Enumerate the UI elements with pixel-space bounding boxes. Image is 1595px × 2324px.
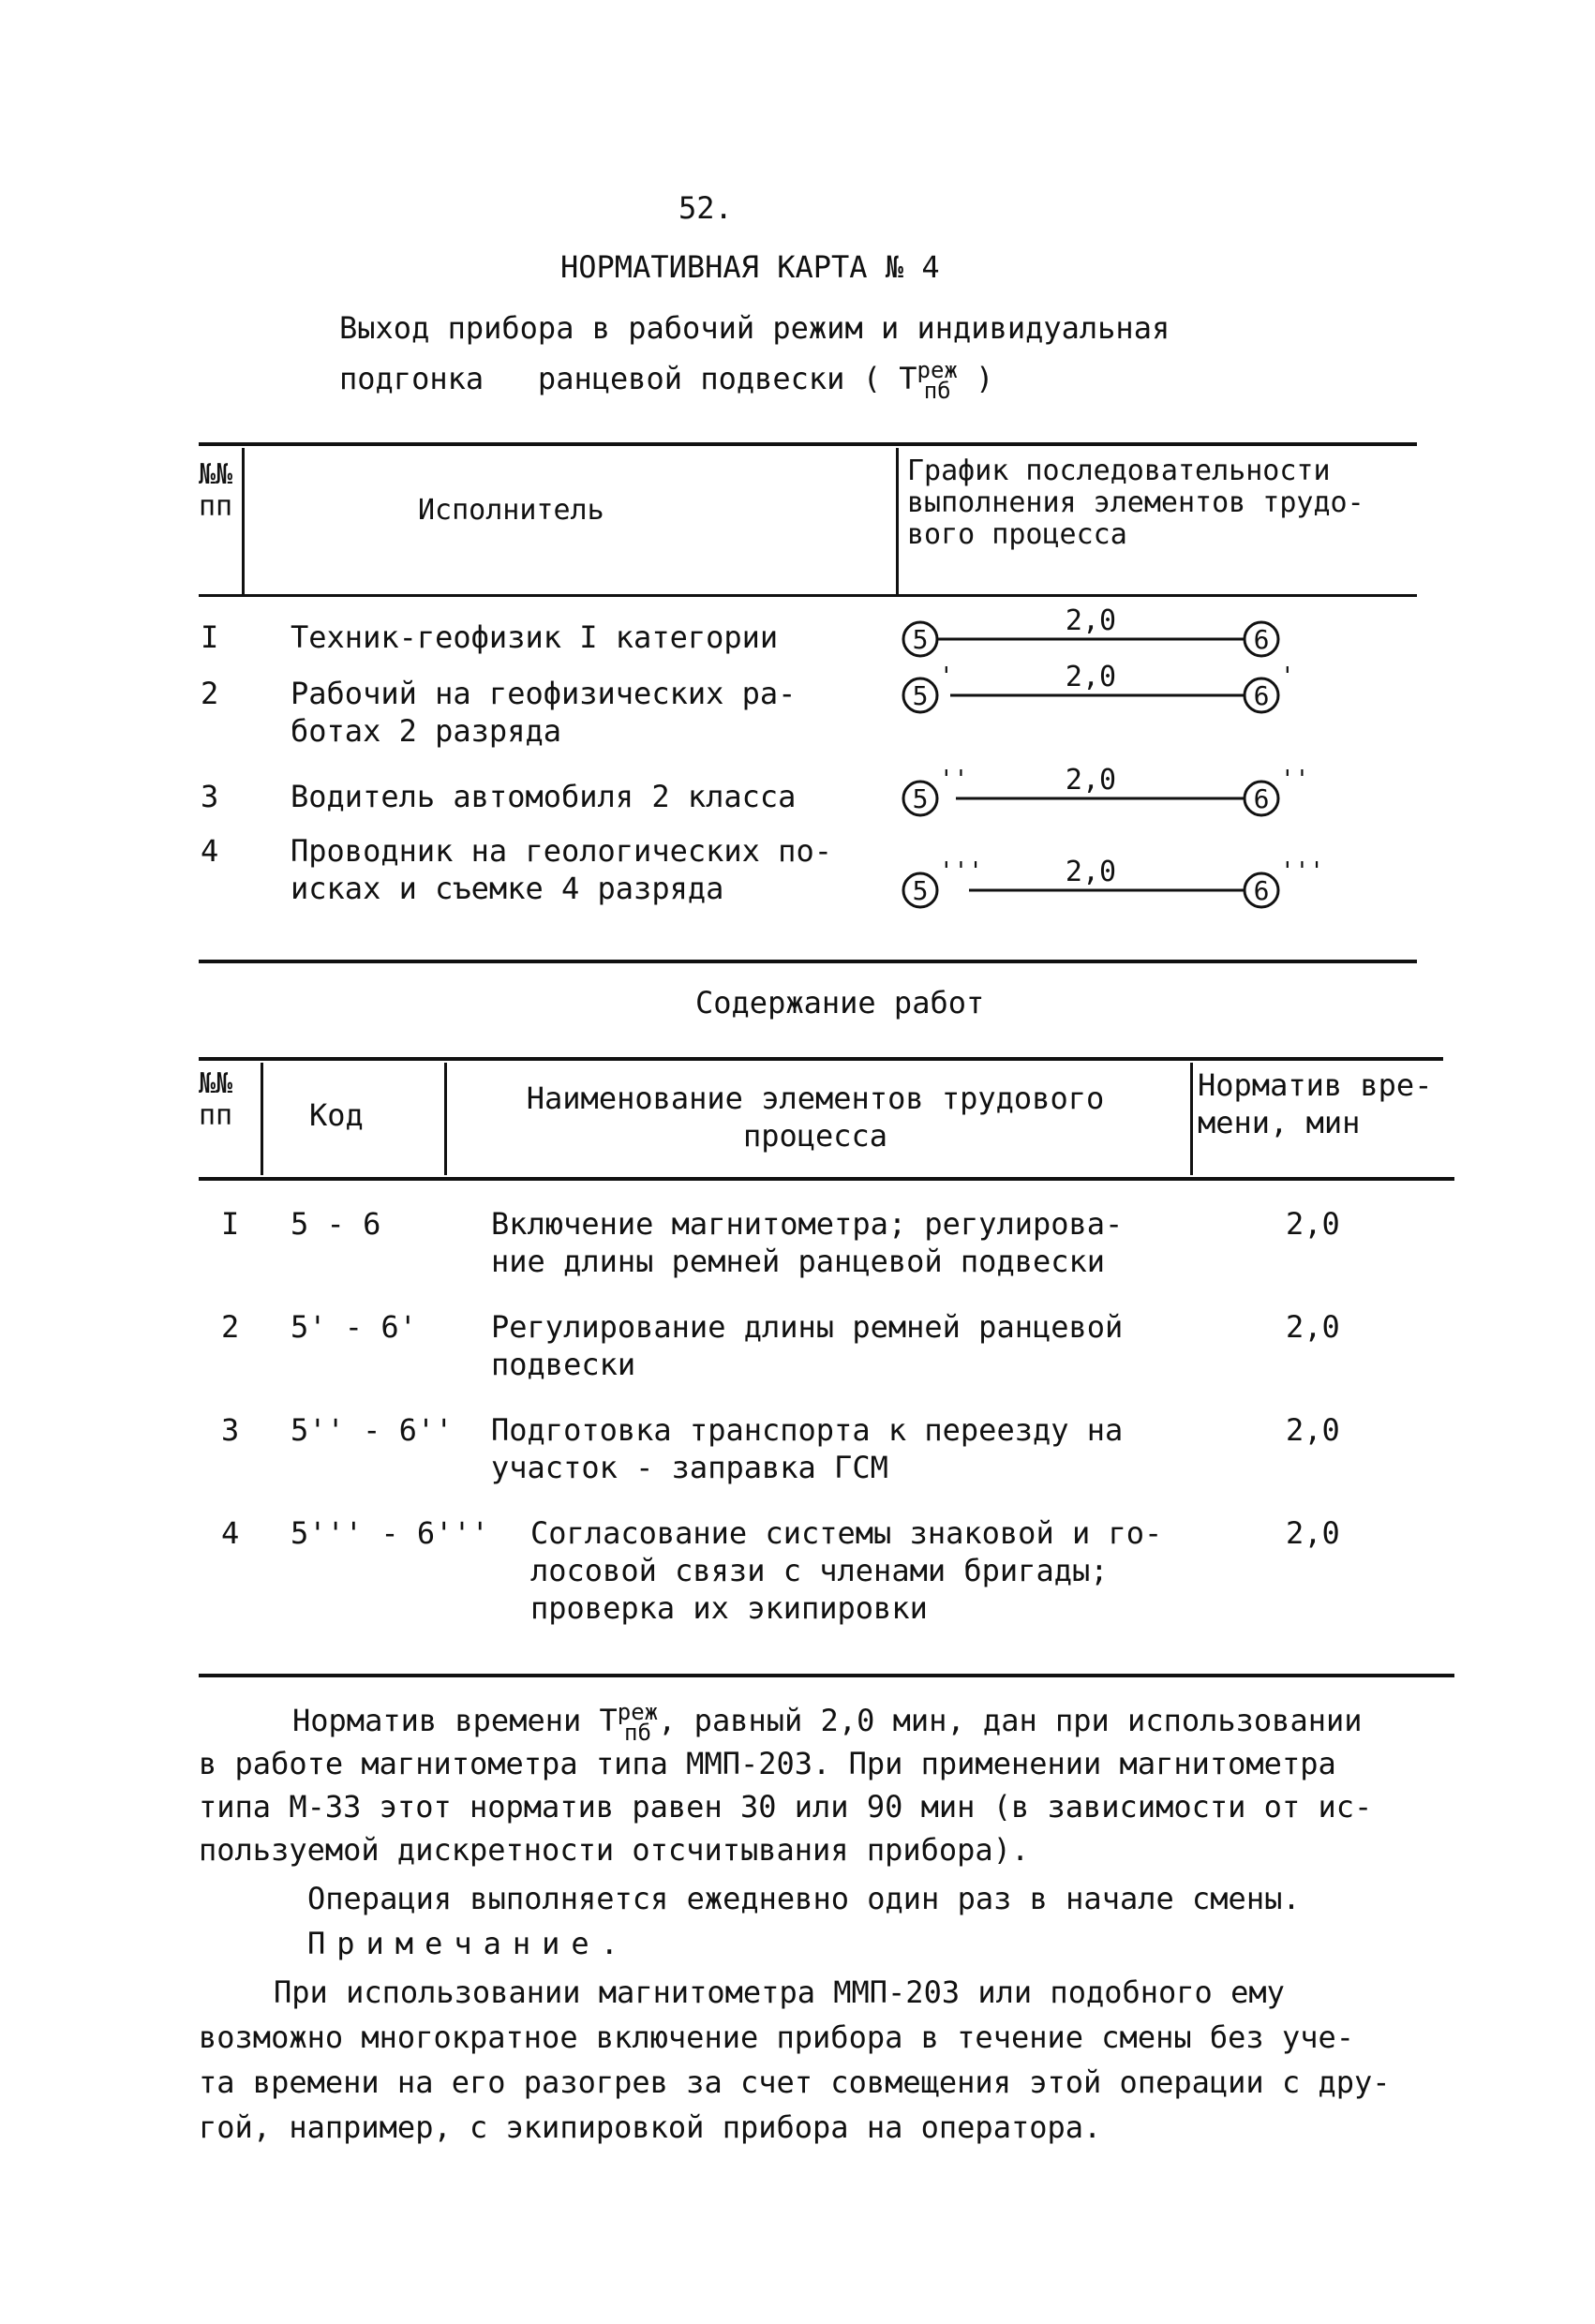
schedule-col-divider (896, 448, 899, 594)
subtitle-prefix: подгонка ранцевой подвески ( Т (339, 361, 917, 396)
graph-arrow-row-1 (898, 607, 1329, 667)
graph-start-node: 5 (912, 624, 929, 655)
content-row-norm: 2,0 (1286, 1206, 1340, 1242)
graph-start-marks: ' (939, 663, 954, 691)
note-paragraph-1-rest: в работе магнитометра типа ММП-203. При применении магнитометра типа М-33 этот норматив равен 30 или 90 мин (в зависимости от ис- пользуемой дискретности отсчитывания прибора). (199, 1746, 1373, 1868)
graph-end-node: 6 (1253, 783, 1270, 814)
subtitle-suffix: ) (957, 361, 994, 396)
schedule-bottom-rule (199, 960, 1417, 963)
header-graph: График последовательности выполнения элементов трудо- вого процесса (907, 454, 1364, 551)
note-time-symbol-indices: реж пб (617, 1699, 659, 1746)
graph-start-node: 5 (912, 680, 929, 711)
graph-arrow-row-3 (898, 767, 1338, 827)
schedule-row-performer: Техник-геофизик I категории (291, 619, 779, 655)
graph-start-marks: '' (939, 767, 969, 794)
schedule-header-rule (199, 594, 1417, 597)
schedule-row-num: 2 (201, 676, 219, 711)
schedule-row-performer: Проводник на геологических по- исках и съемке 4 разряда (291, 833, 832, 906)
content-header-norm: Норматив вре- мени, мин (1198, 1067, 1433, 1140)
content-row-norm: 2,0 (1286, 1412, 1340, 1448)
remark-title: Примечание. (307, 1926, 630, 1961)
schedule-row-num: 3 (201, 779, 219, 814)
schedule-row-num: 4 (201, 833, 219, 869)
content-row-norm: 2,0 (1286, 1309, 1340, 1345)
graph-end-node: 6 (1253, 875, 1270, 906)
page-number: 52. (678, 190, 733, 226)
content-row-name: Включение магнитометра; регулирова- ние длины ремней ранцевой подвески (491, 1206, 1124, 1279)
content-row-name: Согласование системы знаковой и го- лосовой связи с членами бригады; проверка их экипировки (530, 1515, 1163, 1626)
graph-end-node: 6 (1253, 624, 1270, 655)
content-title: Содержание работ (695, 985, 985, 1020)
time-symbol-sup: реж (917, 357, 958, 383)
graph-duration: 2,0 (1065, 663, 1117, 693)
graph-duration: 2,0 (1065, 858, 1117, 888)
content-row-code: 5 - 6 (291, 1206, 381, 1242)
graph-end-marks: '' (1280, 767, 1310, 794)
content-top-rule (199, 1057, 1443, 1061)
graph-start-node: 5 (912, 875, 929, 906)
content-row-code: 5'' - 6'' (291, 1412, 454, 1448)
content-row-norm: 2,0 (1286, 1515, 1340, 1551)
content-header-code: Код (309, 1097, 364, 1133)
schedule-row-performer: Водитель автомобиля 2 класса (291, 779, 797, 814)
schedule-top-rule (199, 442, 1417, 446)
card-title: НОРМАТИВНАЯ КАРТА № 4 (560, 249, 940, 285)
graph-end-marks: ' (1280, 663, 1295, 691)
graph-arrow-row-4 (898, 858, 1348, 918)
note-paragraph-1-line-1: Норматив времени Треж пб , равный 2,0 мин, дан при использовании (292, 1699, 1363, 1746)
graph-arrow-row-2 (898, 663, 1329, 723)
graph-end-node: 6 (1253, 680, 1270, 711)
content-row-num: I (221, 1206, 240, 1242)
time-symbol-indices (917, 357, 958, 404)
note-paragraph-2: Операция выполняется ежедневно один раз в начале смены. (307, 1881, 1301, 1916)
content-col-divider (1190, 1063, 1193, 1175)
content-row-num: 2 (221, 1309, 240, 1345)
content-header-num: №№ пп (199, 1067, 233, 1132)
content-row-name: Регулирование длины ремней ранцевой подвески (491, 1309, 1124, 1382)
content-bottom-rule (199, 1674, 1454, 1677)
subtitle-line-2 (339, 357, 994, 404)
content-header-rule (199, 1177, 1454, 1181)
remark-text: При использовании магнитометра ММП-203 или подобного ему возможно многократное включение прибора в течение смены без уче- та времени на его разогрев за счет совмещения этой операции с дру- гой, например, с экипировкой прибора на оператора. (199, 1974, 1391, 2145)
graph-duration: 2,0 (1065, 607, 1117, 637)
schedule-row-num: I (201, 619, 219, 655)
content-row-code: 5' - 6' (291, 1309, 417, 1345)
graph-start-node: 5 (912, 783, 929, 814)
subtitle-line-1: Выход прибора в рабочий режим и индивидуальная (339, 310, 1170, 346)
content-header-name: Наименование элементов трудового процесса (526, 1080, 1105, 1154)
schedule-row-performer: Рабочий на геофизических ра- ботах 2 разряда (291, 676, 797, 749)
content-col-divider (444, 1063, 447, 1175)
content-row-num: 3 (221, 1412, 240, 1448)
header-num: №№ пп (199, 458, 233, 523)
graph-duration: 2,0 (1065, 767, 1117, 797)
time-symbol-sub: пб (923, 378, 951, 404)
content-row-code: 5''' - 6''' (291, 1515, 489, 1551)
header-performer: Исполнитель (418, 494, 604, 527)
graph-end-marks: ''' (1280, 858, 1324, 886)
graph-start-marks: ''' (939, 858, 983, 886)
content-row-num: 4 (221, 1515, 240, 1551)
content-row-name: Подготовка транспорта к переезду на участок - заправка ГСМ (491, 1412, 1124, 1485)
content-col-divider (261, 1063, 263, 1175)
schedule-col-divider (242, 448, 245, 594)
